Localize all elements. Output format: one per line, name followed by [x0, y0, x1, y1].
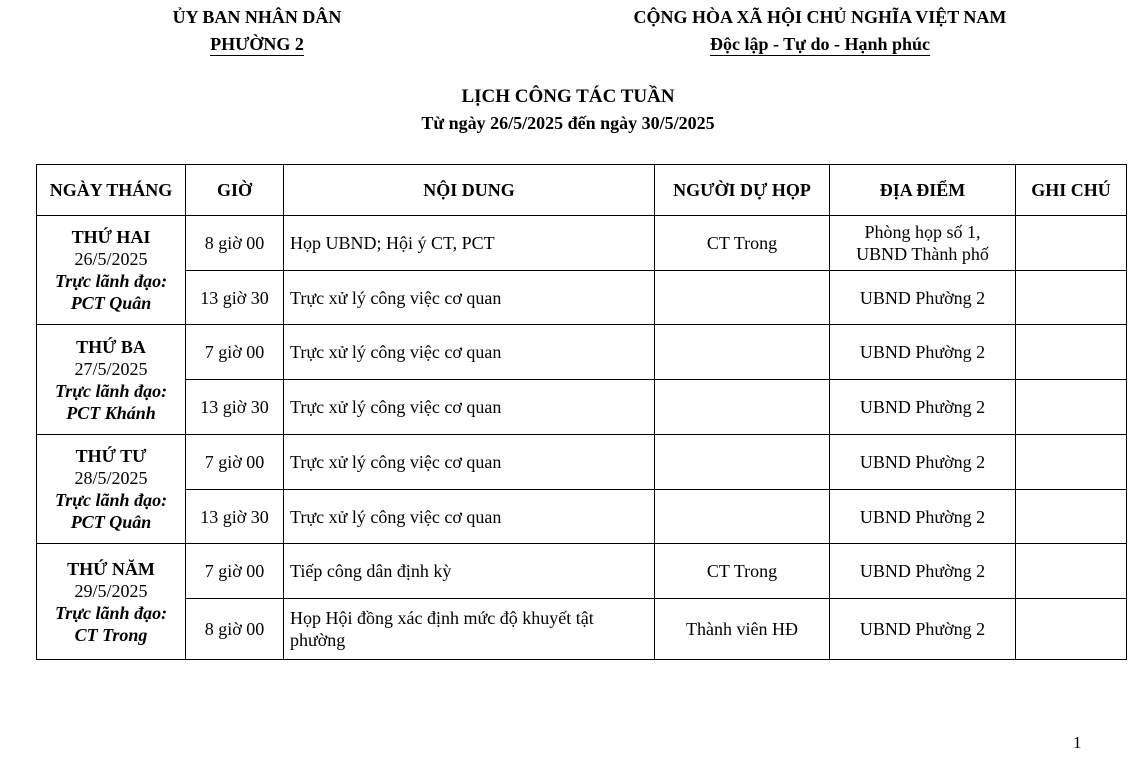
table-row: [37, 435, 1127, 490]
time-cell: 13 giờ 30: [186, 380, 284, 435]
attendee-cell: [655, 435, 830, 490]
table-row: [37, 380, 1127, 435]
time-cell: 13 giờ 30: [186, 490, 284, 544]
day-date: 27/5/2025: [74, 358, 148, 379]
col-header-attendee: NGƯỜI DỰ HỌP: [655, 165, 830, 216]
content-cell: Họp Hội đồng xác định mức độ khuyết tật phường: [284, 599, 655, 660]
duty-name: PCT Quân: [70, 293, 152, 313]
location-cell: UBND Phường 2: [830, 490, 1016, 544]
time-cell: 7 giờ 00: [186, 325, 284, 380]
table-row: [37, 325, 1127, 380]
location-cell: UBND Phường 2: [830, 380, 1016, 435]
time-cell: 7 giờ 00: [186, 544, 284, 599]
table-row: [37, 271, 1127, 325]
national-name: CỘNG HÒA XÃ HỘI CHỦ NGHĨA VIỆT NAM: [633, 7, 1007, 27]
table-row: [37, 544, 1127, 599]
duty-name: CT Trong: [74, 624, 148, 645]
issuer-name: ỦY BAN NHÂN DÂN: [172, 7, 342, 27]
day-date: 29/5/2025: [74, 580, 148, 601]
location-cell: UBND Phường 2: [830, 599, 1016, 660]
location-cell: UBND Phường 2: [830, 271, 1016, 325]
duty-label: Trực lãnh đạo:: [54, 380, 168, 401]
location-line: Phòng họp số 1,: [864, 222, 981, 242]
table-header-row: [37, 165, 1127, 216]
day-name: THỨ TƯ: [75, 446, 147, 466]
note-cell: [1016, 490, 1127, 544]
duty-name: PCT Quân: [70, 512, 152, 532]
location-cell: UBND Phường 2: [830, 544, 1016, 599]
day-name: THỨ BA: [76, 336, 146, 357]
col-header-note: GHI CHÚ: [1016, 165, 1127, 216]
note-cell: [1016, 380, 1127, 435]
location-cell: UBND Phường 2: [830, 325, 1016, 380]
time-cell: 7 giờ 00: [186, 435, 284, 490]
duty-label: Trực lãnh đạo:: [54, 271, 168, 291]
content-cell: Trực xử lý công việc cơ quan: [284, 380, 655, 435]
location-cell: UBND Phường 2: [830, 435, 1016, 490]
attendee-cell: [655, 271, 830, 325]
day-name: THỨ HAI: [71, 227, 151, 247]
location-line: UBND Thành phố: [856, 244, 989, 264]
content-cell: Trực xử lý công việc cơ quan: [284, 325, 655, 380]
document-title-block: [0, 84, 1136, 136]
content-cell: Tiếp công dân định kỳ: [284, 544, 655, 599]
attendee-cell: Thành viên HĐ: [655, 599, 830, 660]
time-cell: 8 giờ 00: [186, 216, 284, 271]
content-cell: Trực xử lý công việc cơ quan: [284, 435, 655, 490]
content-cell: Trực xử lý công việc cơ quan: [284, 490, 655, 544]
location-cell: [830, 216, 1016, 271]
document-title: LỊCH CÔNG TÁC TUẦN: [461, 86, 675, 107]
day-name: THỨ NĂM: [67, 558, 155, 579]
note-cell: [1016, 325, 1127, 380]
day-cell: [37, 435, 186, 544]
table-row: [37, 599, 1127, 660]
content-cell: Họp UBND; Hội ý CT, PCT: [284, 216, 655, 271]
national-header: [590, 4, 1050, 58]
note-cell: [1016, 271, 1127, 325]
day-cell: [37, 216, 186, 325]
col-header-time: GIỜ: [186, 165, 284, 216]
attendee-cell: [655, 380, 830, 435]
document-date-range: Từ ngày 26/5/2025 đến ngày 30/5/2025: [421, 113, 715, 133]
time-cell: 8 giờ 00: [186, 599, 284, 660]
note-cell: [1016, 544, 1127, 599]
issuer-ward: PHƯỜNG 2: [210, 34, 304, 54]
content-cell: Trực xử lý công việc cơ quan: [284, 271, 655, 325]
duty-label: Trực lãnh đạo:: [54, 490, 168, 510]
attendee-cell: [655, 325, 830, 380]
table-row: [37, 216, 1127, 271]
note-cell: [1016, 216, 1127, 271]
day-cell: [37, 325, 186, 435]
note-cell: [1016, 435, 1127, 490]
day-date: 26/5/2025: [74, 249, 148, 269]
duty-label: Trực lãnh đạo:: [54, 602, 168, 623]
page-number: 1: [1073, 733, 1082, 752]
national-motto: Độc lập - Tự do - Hạnh phúc: [709, 34, 931, 54]
schedule-table: [36, 164, 1127, 660]
col-header-content: NỘI DUNG: [284, 165, 655, 216]
duty-name: PCT Khánh: [66, 402, 156, 423]
note-cell: [1016, 599, 1127, 660]
issuer-header: [150, 4, 364, 58]
col-header-location: ĐỊA ĐIỂM: [830, 165, 1016, 216]
col-header-date: NGÀY THÁNG: [37, 165, 186, 216]
attendee-cell: CT Trong: [655, 544, 830, 599]
day-date: 28/5/2025: [74, 468, 148, 488]
attendee-cell: CT Trong: [655, 216, 830, 271]
time-cell: 13 giờ 30: [186, 271, 284, 325]
table-row: [37, 490, 1127, 544]
attendee-cell: [655, 490, 830, 544]
day-cell: [37, 544, 186, 660]
